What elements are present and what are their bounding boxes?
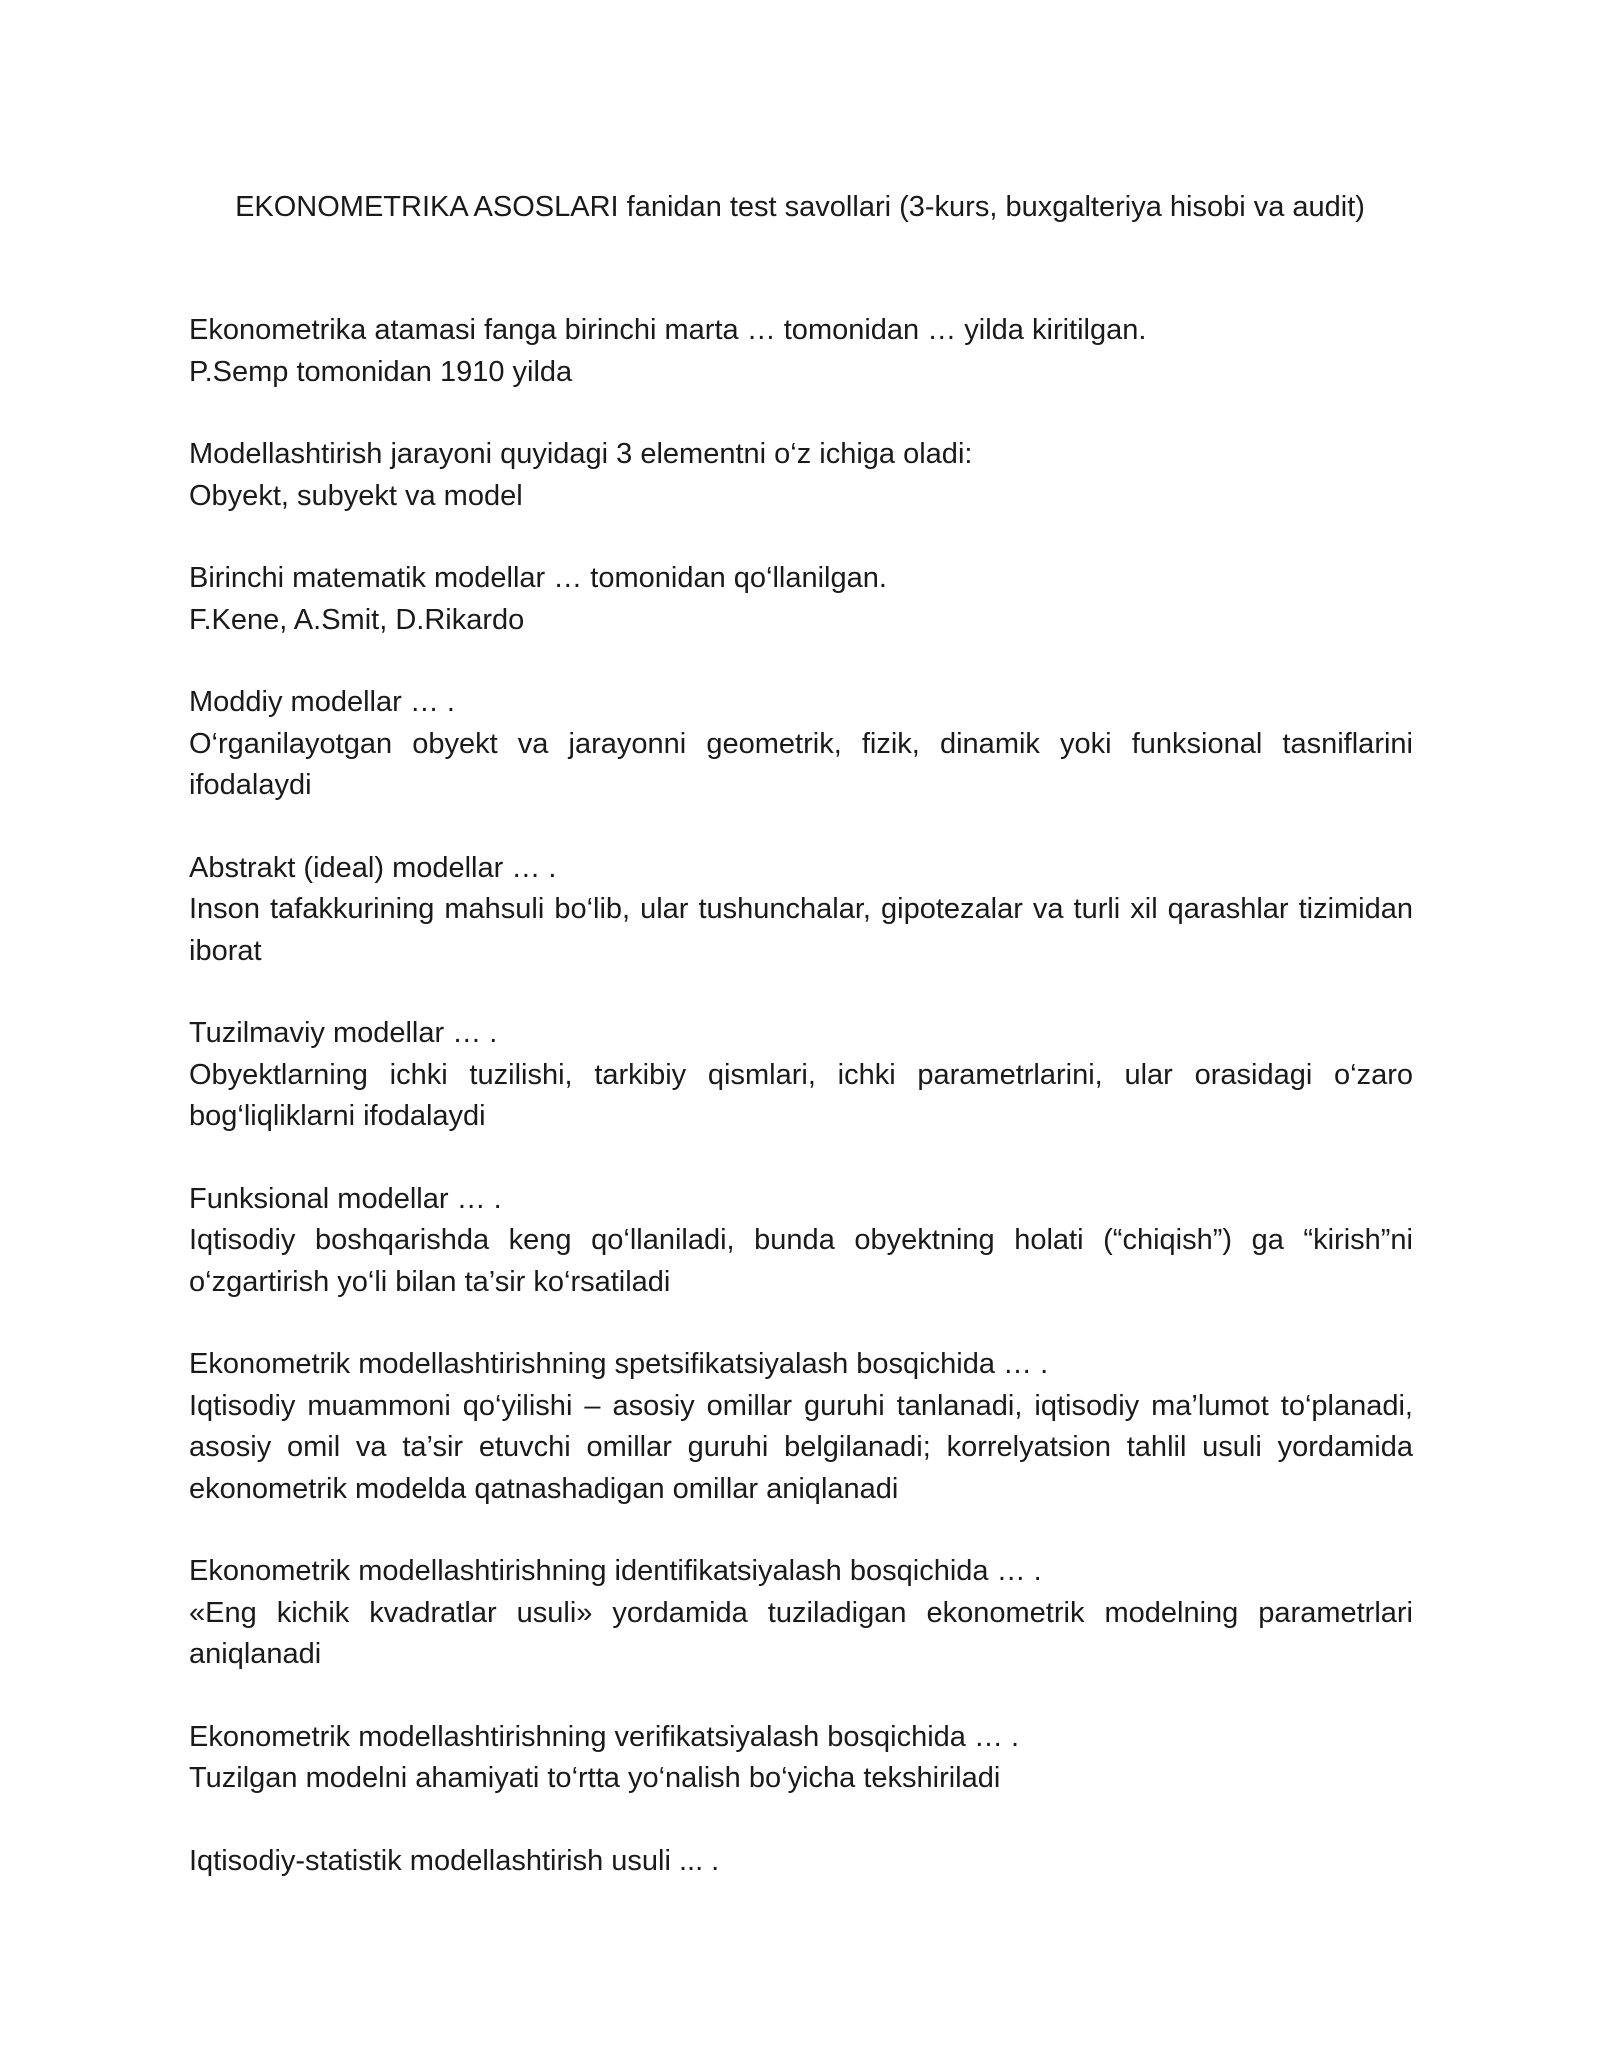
question-item — [189, 1841, 1413, 1883]
question-text: Abstrakt (ideal) modellar … . — [189, 851, 557, 884]
question-item — [189, 310, 1413, 393]
answer-text: P.Semp tomonidan 1910 yilda — [189, 355, 573, 388]
question-text: Tuzilmaviy modellar … . — [189, 1017, 498, 1049]
question-item — [189, 848, 1413, 973]
question-item — [189, 1344, 1413, 1510]
question-text: Funksional modellar … . — [189, 1182, 502, 1215]
question-text: Moddiy modellar … . — [189, 686, 455, 718]
question-item — [189, 558, 1413, 641]
answer-text: F.Kene, A.Smit, D.Rikardo — [189, 603, 525, 636]
question-text: Ekonometrik modellashtirishning identifikatsiyalash bosqichida … . — [189, 1555, 1042, 1587]
answer-text: «Eng kichik kvadratlar usuli» yordamida tuziladigan ekonometrik modelning parametrlari aniqlanadi — [189, 1596, 1413, 1670]
answer-text: Obyektlarning ichki tuzilishi, tarkibiy qismlari, ichki parametrlarini, ular orasidagi o‘zaro bog‘liqliklarni ifodalaydi — [189, 1058, 1413, 1132]
question-text: Ekonometrik modellashtirishning spetsifikatsiyalash bosqichida … . — [189, 1348, 1049, 1380]
question-item — [189, 682, 1413, 807]
question-item — [189, 1179, 1413, 1304]
document-title: EKONOMETRIKA ASOSLARI fanidan test savollari (3-kurs, buxgalteriya hisobi va audit) — [235, 191, 1365, 223]
question-item — [189, 1013, 1413, 1138]
question-text: Birinchi matematik modellar … tomonidan qo‘llanilgan. — [189, 562, 887, 594]
answer-text: Iqtisodiy boshqarishda keng qo‘llaniladi, bunda obyektning holati (“chiqish”) ga “kirish”ni o‘zgartirish yo‘li bilan ta’sir ko‘rsatiladi — [189, 1224, 1413, 1298]
answer-text: Inson tafakkurining mahsuli bo‘lib, ular tushunchalar, gipotezalar va turli xil qarashlar tizimidan iborat — [189, 893, 1413, 967]
question-item — [189, 434, 1413, 517]
answer-text: Iqtisodiy muammoni qo‘yilishi – asosiy omillar guruhi tanlanadi, iqtisodiy ma’lumot to‘planadi, asosiy omil va ta’sir etuvchi omillar guruhi belgilanadi; korrelyatsion tahlil usuli yordamida ekonometrik modelda qatnashadigan omillar aniqlanadi — [189, 1389, 1413, 1505]
question-text: Modellashtirish jarayoni quyidagi 3 elementni o‘z ichiga oladi: — [189, 438, 973, 470]
question-item — [189, 1717, 1413, 1800]
question-text: Iqtisodiy-statistik modellashtirish usuli ... . — [189, 1844, 720, 1877]
answer-text: Obyekt, subyekt va model — [189, 479, 523, 512]
answer-text: O‘rganilayotgan obyekt va jarayonni geometrik, fizik, dinamik yoki funksional tasniflarini ifodalaydi — [189, 727, 1413, 801]
answer-text: Tuzilgan modelni ahamiyati to‘rtta yo‘nalish bo‘yicha tekshiriladi — [189, 1762, 1001, 1794]
question-item — [189, 1551, 1413, 1676]
question-text: Ekonometrika atamasi fanga birinchi marta … tomonidan … yilda kiritilgan. — [189, 314, 1147, 346]
question-text: Ekonometrik modellashtirishning verifikatsiyalash bosqichida … . — [189, 1720, 1020, 1753]
question-list — [189, 310, 1413, 1923]
